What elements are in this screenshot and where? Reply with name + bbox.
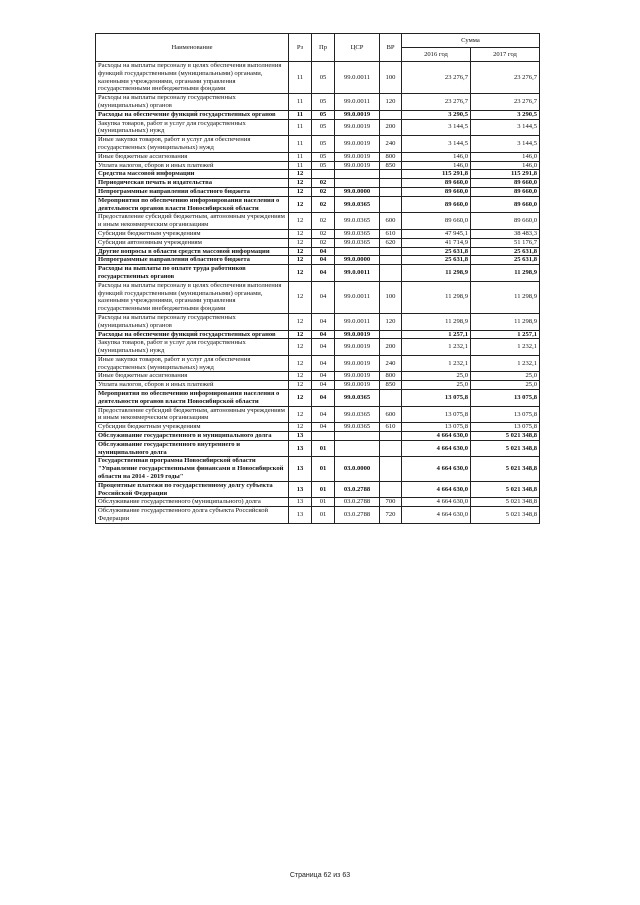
row-rz: 11 bbox=[289, 94, 312, 111]
row-vr: 120 bbox=[380, 94, 402, 111]
row-name: Иные бюджетные ассигнования bbox=[96, 152, 289, 161]
row-vr: 610 bbox=[380, 229, 402, 238]
table-row bbox=[96, 187, 540, 196]
table-row bbox=[96, 256, 540, 265]
row-csr: 99.0.0019 bbox=[335, 161, 380, 170]
row-vr bbox=[380, 457, 402, 481]
row-pr: 01 bbox=[312, 498, 335, 507]
header-pr: Пр bbox=[312, 34, 335, 62]
header-name: Наименование bbox=[96, 34, 289, 62]
row-name: Средства массовой информации bbox=[96, 170, 289, 179]
table-row bbox=[96, 238, 540, 247]
row-amount-2017: 51 176,7 bbox=[471, 238, 540, 247]
row-name: Непрограммные направления областного бюджета bbox=[96, 187, 289, 196]
row-amount-2017: 25 631,8 bbox=[471, 247, 540, 256]
row-amount-2017: 25 631,8 bbox=[471, 256, 540, 265]
row-name: Субсидии бюджетным учреждениям bbox=[96, 229, 289, 238]
row-vr bbox=[380, 170, 402, 179]
row-amount-2016: 4 664 630,0 bbox=[402, 507, 471, 524]
row-amount-2017: 89 660,0 bbox=[471, 179, 540, 188]
row-vr: 120 bbox=[380, 313, 402, 330]
row-rz: 12 bbox=[289, 179, 312, 188]
row-amount-2016: 89 660,0 bbox=[402, 179, 471, 188]
row-name: Иные бюджетные ассигнования bbox=[96, 372, 289, 381]
row-amount-2016: 3 144,5 bbox=[402, 119, 471, 136]
table-row bbox=[96, 179, 540, 188]
row-name: Расходы на выплаты персоналу государственных (муниципальных) органов bbox=[96, 94, 289, 111]
row-pr: 05 bbox=[312, 119, 335, 136]
row-vr: 720 bbox=[380, 507, 402, 524]
row-pr: 04 bbox=[312, 423, 335, 432]
row-rz: 12 bbox=[289, 381, 312, 390]
row-amount-2016: 4 664 630,0 bbox=[402, 432, 471, 441]
row-rz: 13 bbox=[289, 507, 312, 524]
row-amount-2017: 89 660,0 bbox=[471, 213, 540, 230]
row-name: Субсидии бюджетным учреждениям bbox=[96, 423, 289, 432]
row-vr: 620 bbox=[380, 238, 402, 247]
row-amount-2017: 5 021 348,8 bbox=[471, 440, 540, 457]
row-rz: 12 bbox=[289, 313, 312, 330]
row-amount-2017: 5 021 348,8 bbox=[471, 432, 540, 441]
row-vr bbox=[380, 179, 402, 188]
table-row bbox=[96, 313, 540, 330]
row-amount-2016: 4 664 630,0 bbox=[402, 440, 471, 457]
row-csr: 99.0.0365 bbox=[335, 423, 380, 432]
row-rz: 12 bbox=[289, 330, 312, 339]
table-row bbox=[96, 507, 540, 524]
row-name: Периодическая печать и издательства bbox=[96, 179, 289, 188]
row-amount-2017: 1 232,1 bbox=[471, 339, 540, 356]
row-amount-2017: 25,0 bbox=[471, 372, 540, 381]
row-name: Закупка товаров, работ и услуг для государственных (муниципальных) нужд bbox=[96, 119, 289, 136]
row-pr: 04 bbox=[312, 372, 335, 381]
row-csr: 99.0.0019 bbox=[335, 119, 380, 136]
row-rz: 12 bbox=[289, 238, 312, 247]
row-name: Обслуживание государственного (муниципального) долга bbox=[96, 498, 289, 507]
row-csr: 99.0.0019 bbox=[335, 136, 380, 153]
row-csr bbox=[335, 440, 380, 457]
row-pr: 04 bbox=[312, 406, 335, 423]
row-csr: 99.0.0365 bbox=[335, 390, 380, 407]
row-amount-2016: 13 075,8 bbox=[402, 423, 471, 432]
row-name: Расходы на выплаты персоналу государственных (муниципальных) органов bbox=[96, 313, 289, 330]
row-amount-2017: 13 075,8 bbox=[471, 406, 540, 423]
row-name: Расходы на выплаты персоналу в целях обеспечения выполнения функций государственными (муниципальными) органами, казенными учреждениями, органами управления государственными внебюджетными фондами bbox=[96, 281, 289, 313]
table-row bbox=[96, 498, 540, 507]
row-csr bbox=[335, 179, 380, 188]
row-amount-2016: 4 664 630,0 bbox=[402, 481, 471, 498]
row-pr: 02 bbox=[312, 238, 335, 247]
row-name: Закупка товаров, работ и услуг для государственных (муниципальных) нужд bbox=[96, 339, 289, 356]
row-name: Мероприятия по обеспечению информирования населения о деятельности органов власти Новосибирской области bbox=[96, 390, 289, 407]
row-pr: 01 bbox=[312, 440, 335, 457]
row-pr: 04 bbox=[312, 355, 335, 372]
row-vr: 800 bbox=[380, 152, 402, 161]
row-rz: 12 bbox=[289, 281, 312, 313]
row-pr: 04 bbox=[312, 381, 335, 390]
row-amount-2016: 25 631,8 bbox=[402, 247, 471, 256]
row-vr: 800 bbox=[380, 372, 402, 381]
table-row bbox=[96, 406, 540, 423]
row-name: Государственная программа Новосибирской области "Управление государственными финансами в Новосибирской области на 2014 - 2019 годы" bbox=[96, 457, 289, 481]
row-name: Иные закупки товаров, работ и услуг для обеспечения государственных (муниципальных) нужд bbox=[96, 136, 289, 153]
row-vr bbox=[380, 481, 402, 498]
row-vr bbox=[380, 440, 402, 457]
row-name: Обслуживание государственного долга субъекта Российской Федерации bbox=[96, 507, 289, 524]
row-csr: 99.0.0019 bbox=[335, 110, 380, 119]
row-vr bbox=[380, 247, 402, 256]
row-pr: 02 bbox=[312, 196, 335, 213]
row-name: Процентные платежи по государственному долгу субъекта Российской Федерации bbox=[96, 481, 289, 498]
row-rz: 11 bbox=[289, 62, 312, 94]
row-pr: 02 bbox=[312, 179, 335, 188]
row-vr: 200 bbox=[380, 339, 402, 356]
row-pr: 02 bbox=[312, 229, 335, 238]
row-name: Расходы на обеспечение функций государственных органов bbox=[96, 110, 289, 119]
table-row bbox=[96, 390, 540, 407]
row-amount-2016: 47 945,1 bbox=[402, 229, 471, 238]
row-amount-2016: 89 660,0 bbox=[402, 213, 471, 230]
table-row bbox=[96, 247, 540, 256]
row-amount-2017: 23 276,7 bbox=[471, 94, 540, 111]
row-vr bbox=[380, 196, 402, 213]
row-name: Другие вопросы в области средств массовой информации bbox=[96, 247, 289, 256]
row-amount-2016: 89 660,0 bbox=[402, 196, 471, 213]
row-amount-2017: 23 276,7 bbox=[471, 62, 540, 94]
row-csr: 03.0.0000 bbox=[335, 457, 380, 481]
row-csr: 99.0.0000 bbox=[335, 187, 380, 196]
header-rz: Рз bbox=[289, 34, 312, 62]
row-amount-2017: 89 660,0 bbox=[471, 187, 540, 196]
table-row bbox=[96, 62, 540, 94]
row-name: Расходы на обеспечение функций государственных органов bbox=[96, 330, 289, 339]
row-rz: 12 bbox=[289, 256, 312, 265]
row-name: Непрограммные направления областного бюджета bbox=[96, 256, 289, 265]
row-csr: 99.0.0019 bbox=[335, 152, 380, 161]
table-row bbox=[96, 229, 540, 238]
table-row bbox=[96, 281, 540, 313]
row-amount-2017: 3 144,5 bbox=[471, 119, 540, 136]
row-pr: 05 bbox=[312, 161, 335, 170]
row-vr bbox=[380, 187, 402, 196]
row-pr: 01 bbox=[312, 457, 335, 481]
row-rz: 12 bbox=[289, 390, 312, 407]
row-amount-2016: 13 075,8 bbox=[402, 406, 471, 423]
row-amount-2017: 25,0 bbox=[471, 381, 540, 390]
row-pr: 02 bbox=[312, 213, 335, 230]
table-row bbox=[96, 481, 540, 498]
row-amount-2016: 3 144,5 bbox=[402, 136, 471, 153]
row-vr: 200 bbox=[380, 119, 402, 136]
table-row bbox=[96, 372, 540, 381]
row-name: Расходы на выплаты по оплате труда работников государственных органов bbox=[96, 265, 289, 282]
row-rz: 12 bbox=[289, 265, 312, 282]
row-pr: 04 bbox=[312, 330, 335, 339]
row-pr: 02 bbox=[312, 187, 335, 196]
table-row bbox=[96, 196, 540, 213]
row-amount-2016: 1 232,1 bbox=[402, 355, 471, 372]
row-rz: 12 bbox=[289, 196, 312, 213]
row-amount-2017: 5 021 348,8 bbox=[471, 481, 540, 498]
row-amount-2017: 38 483,3 bbox=[471, 229, 540, 238]
row-amount-2016: 115 291,8 bbox=[402, 170, 471, 179]
row-csr: 99.0.0019 bbox=[335, 381, 380, 390]
row-vr bbox=[380, 330, 402, 339]
table-row bbox=[96, 440, 540, 457]
row-amount-2016: 13 075,8 bbox=[402, 390, 471, 407]
row-amount-2016: 146,0 bbox=[402, 161, 471, 170]
table-row bbox=[96, 381, 540, 390]
row-amount-2017: 115 291,8 bbox=[471, 170, 540, 179]
row-vr: 600 bbox=[380, 213, 402, 230]
row-csr: 99.0.0019 bbox=[335, 330, 380, 339]
row-name: Предоставление субсидий бюджетным, автономным учреждениям и иным некоммерческим организациям bbox=[96, 213, 289, 230]
row-csr: 99.0.0365 bbox=[335, 229, 380, 238]
row-amount-2016: 11 298,9 bbox=[402, 313, 471, 330]
row-vr bbox=[380, 432, 402, 441]
table-row bbox=[96, 161, 540, 170]
row-amount-2017: 11 298,9 bbox=[471, 281, 540, 313]
row-pr: 04 bbox=[312, 256, 335, 265]
row-rz: 13 bbox=[289, 440, 312, 457]
row-pr: 01 bbox=[312, 507, 335, 524]
row-rz: 12 bbox=[289, 187, 312, 196]
row-vr: 850 bbox=[380, 161, 402, 170]
row-amount-2017: 13 075,8 bbox=[471, 423, 540, 432]
row-csr: 03.0.2788 bbox=[335, 498, 380, 507]
row-amount-2016: 3 290,5 bbox=[402, 110, 471, 119]
row-csr: 99.0.0000 bbox=[335, 256, 380, 265]
row-rz: 12 bbox=[289, 229, 312, 238]
row-name: Предоставление субсидий бюджетным, автономным учреждениям и иным некоммерческим организациям bbox=[96, 406, 289, 423]
row-name: Субсидии автономным учреждениям bbox=[96, 238, 289, 247]
row-name: Обслуживание государственного и муниципального долга bbox=[96, 432, 289, 441]
row-csr bbox=[335, 170, 380, 179]
row-amount-2017: 1 257,1 bbox=[471, 330, 540, 339]
table-row bbox=[96, 457, 540, 481]
row-rz: 12 bbox=[289, 339, 312, 356]
row-rz: 12 bbox=[289, 170, 312, 179]
row-csr bbox=[335, 247, 380, 256]
row-amount-2016: 23 276,7 bbox=[402, 94, 471, 111]
row-amount-2017: 13 075,8 bbox=[471, 390, 540, 407]
row-pr: 05 bbox=[312, 152, 335, 161]
row-csr: 99.0.0011 bbox=[335, 281, 380, 313]
row-vr bbox=[380, 256, 402, 265]
row-amount-2016: 1 257,1 bbox=[402, 330, 471, 339]
row-vr bbox=[380, 265, 402, 282]
row-amount-2016: 23 276,7 bbox=[402, 62, 471, 94]
row-pr: 04 bbox=[312, 390, 335, 407]
row-pr: 05 bbox=[312, 62, 335, 94]
row-csr: 99.0.0019 bbox=[335, 339, 380, 356]
row-rz: 11 bbox=[289, 161, 312, 170]
row-amount-2017: 146,0 bbox=[471, 161, 540, 170]
row-rz: 12 bbox=[289, 213, 312, 230]
table-row bbox=[96, 170, 540, 179]
page-footer: Страница 62 из 63 bbox=[289, 872, 351, 879]
row-pr bbox=[312, 432, 335, 441]
table-row bbox=[96, 265, 540, 282]
row-name: Обслуживание государственного внутреннего и муниципального долга bbox=[96, 440, 289, 457]
table-row bbox=[96, 110, 540, 119]
row-csr: 03.0.2788 bbox=[335, 481, 380, 498]
row-amount-2017: 3 290,5 bbox=[471, 110, 540, 119]
row-name: Мероприятия по обеспечению информирования населения о деятельности органов власти Новосибирской области bbox=[96, 196, 289, 213]
row-vr: 600 bbox=[380, 406, 402, 423]
row-pr: 05 bbox=[312, 136, 335, 153]
row-amount-2016: 4 664 630,0 bbox=[402, 498, 471, 507]
header-csr: ЦСР bbox=[335, 34, 380, 62]
row-rz: 11 bbox=[289, 119, 312, 136]
row-amount-2017: 11 298,9 bbox=[471, 313, 540, 330]
table-row bbox=[96, 94, 540, 111]
row-pr: 04 bbox=[312, 339, 335, 356]
row-vr bbox=[380, 390, 402, 407]
row-amount-2016: 25,0 bbox=[402, 372, 471, 381]
row-name: Иные закупки товаров, работ и услуг для обеспечения государственных (муниципальных) нужд bbox=[96, 355, 289, 372]
row-amount-2017: 5 021 348,8 bbox=[471, 498, 540, 507]
row-csr: 03.0.2788 bbox=[335, 507, 380, 524]
row-rz: 13 bbox=[289, 457, 312, 481]
row-csr: 99.0.0011 bbox=[335, 94, 380, 111]
row-csr: 99.0.0365 bbox=[335, 196, 380, 213]
row-vr: 240 bbox=[380, 136, 402, 153]
budget-table bbox=[95, 33, 540, 524]
table-row bbox=[96, 136, 540, 153]
table-row bbox=[96, 330, 540, 339]
header-sum: Сумма bbox=[402, 34, 540, 48]
row-rz: 13 bbox=[289, 481, 312, 498]
row-amount-2017: 89 660,0 bbox=[471, 196, 540, 213]
row-amount-2017: 3 144,5 bbox=[471, 136, 540, 153]
row-vr bbox=[380, 110, 402, 119]
row-rz: 12 bbox=[289, 247, 312, 256]
header-vr: ВР bbox=[380, 34, 402, 62]
row-rz: 12 bbox=[289, 372, 312, 381]
row-amount-2016: 1 232,1 bbox=[402, 339, 471, 356]
row-amount-2016: 89 660,0 bbox=[402, 187, 471, 196]
table-row bbox=[96, 213, 540, 230]
row-rz: 12 bbox=[289, 406, 312, 423]
row-csr: 99.0.0365 bbox=[335, 406, 380, 423]
table-row bbox=[96, 355, 540, 372]
row-csr: 99.0.0365 bbox=[335, 238, 380, 247]
row-name: Расходы на выплаты персоналу в целях обеспечения выполнения функций государственными (муниципальными) органами, казенными учреждениями, органами управления государственными внебюджетными фондами bbox=[96, 62, 289, 94]
row-amount-2016: 25 631,8 bbox=[402, 256, 471, 265]
header-year-2016: 2016 год bbox=[402, 48, 471, 62]
row-pr: 04 bbox=[312, 313, 335, 330]
row-amount-2017: 11 298,9 bbox=[471, 265, 540, 282]
row-amount-2016: 4 664 630,0 bbox=[402, 457, 471, 481]
table-row bbox=[96, 432, 540, 441]
row-pr: 05 bbox=[312, 110, 335, 119]
table-body bbox=[96, 62, 540, 524]
row-amount-2016: 146,0 bbox=[402, 152, 471, 161]
row-rz: 11 bbox=[289, 110, 312, 119]
row-vr: 100 bbox=[380, 281, 402, 313]
row-amount-2016: 11 298,9 bbox=[402, 281, 471, 313]
table-row bbox=[96, 339, 540, 356]
row-amount-2017: 146,0 bbox=[471, 152, 540, 161]
row-amount-2016: 41 714,9 bbox=[402, 238, 471, 247]
table-row bbox=[96, 152, 540, 161]
budget-sheet bbox=[95, 33, 539, 524]
row-csr: 99.0.0011 bbox=[335, 62, 380, 94]
row-csr: 99.0.0019 bbox=[335, 372, 380, 381]
row-amount-2017: 5 021 348,8 bbox=[471, 457, 540, 481]
row-amount-2017: 1 232,1 bbox=[471, 355, 540, 372]
table-row bbox=[96, 423, 540, 432]
row-csr: 99.0.0011 bbox=[335, 265, 380, 282]
row-pr: 05 bbox=[312, 94, 335, 111]
row-name: Уплата налогов, сборов и иных платежей bbox=[96, 161, 289, 170]
row-amount-2017: 5 021 348,8 bbox=[471, 507, 540, 524]
row-vr: 850 bbox=[380, 381, 402, 390]
row-pr: 04 bbox=[312, 247, 335, 256]
row-amount-2016: 25,0 bbox=[402, 381, 471, 390]
row-rz: 11 bbox=[289, 136, 312, 153]
row-vr: 700 bbox=[380, 498, 402, 507]
row-rz: 12 bbox=[289, 423, 312, 432]
row-csr: 99.0.0019 bbox=[335, 355, 380, 372]
row-csr: 99.0.0011 bbox=[335, 313, 380, 330]
row-pr: 01 bbox=[312, 481, 335, 498]
row-rz: 13 bbox=[289, 498, 312, 507]
row-name: Уплата налогов, сборов и иных платежей bbox=[96, 381, 289, 390]
row-pr: 04 bbox=[312, 265, 335, 282]
row-csr: 99.0.0365 bbox=[335, 213, 380, 230]
row-pr bbox=[312, 170, 335, 179]
row-rz: 12 bbox=[289, 355, 312, 372]
header-year-2017: 2017 год bbox=[471, 48, 540, 62]
row-rz: 11 bbox=[289, 152, 312, 161]
row-rz: 13 bbox=[289, 432, 312, 441]
row-amount-2016: 11 298,9 bbox=[402, 265, 471, 282]
row-vr: 240 bbox=[380, 355, 402, 372]
table-row bbox=[96, 119, 540, 136]
row-vr: 100 bbox=[380, 62, 402, 94]
row-vr: 610 bbox=[380, 423, 402, 432]
row-csr bbox=[335, 432, 380, 441]
row-pr: 04 bbox=[312, 281, 335, 313]
